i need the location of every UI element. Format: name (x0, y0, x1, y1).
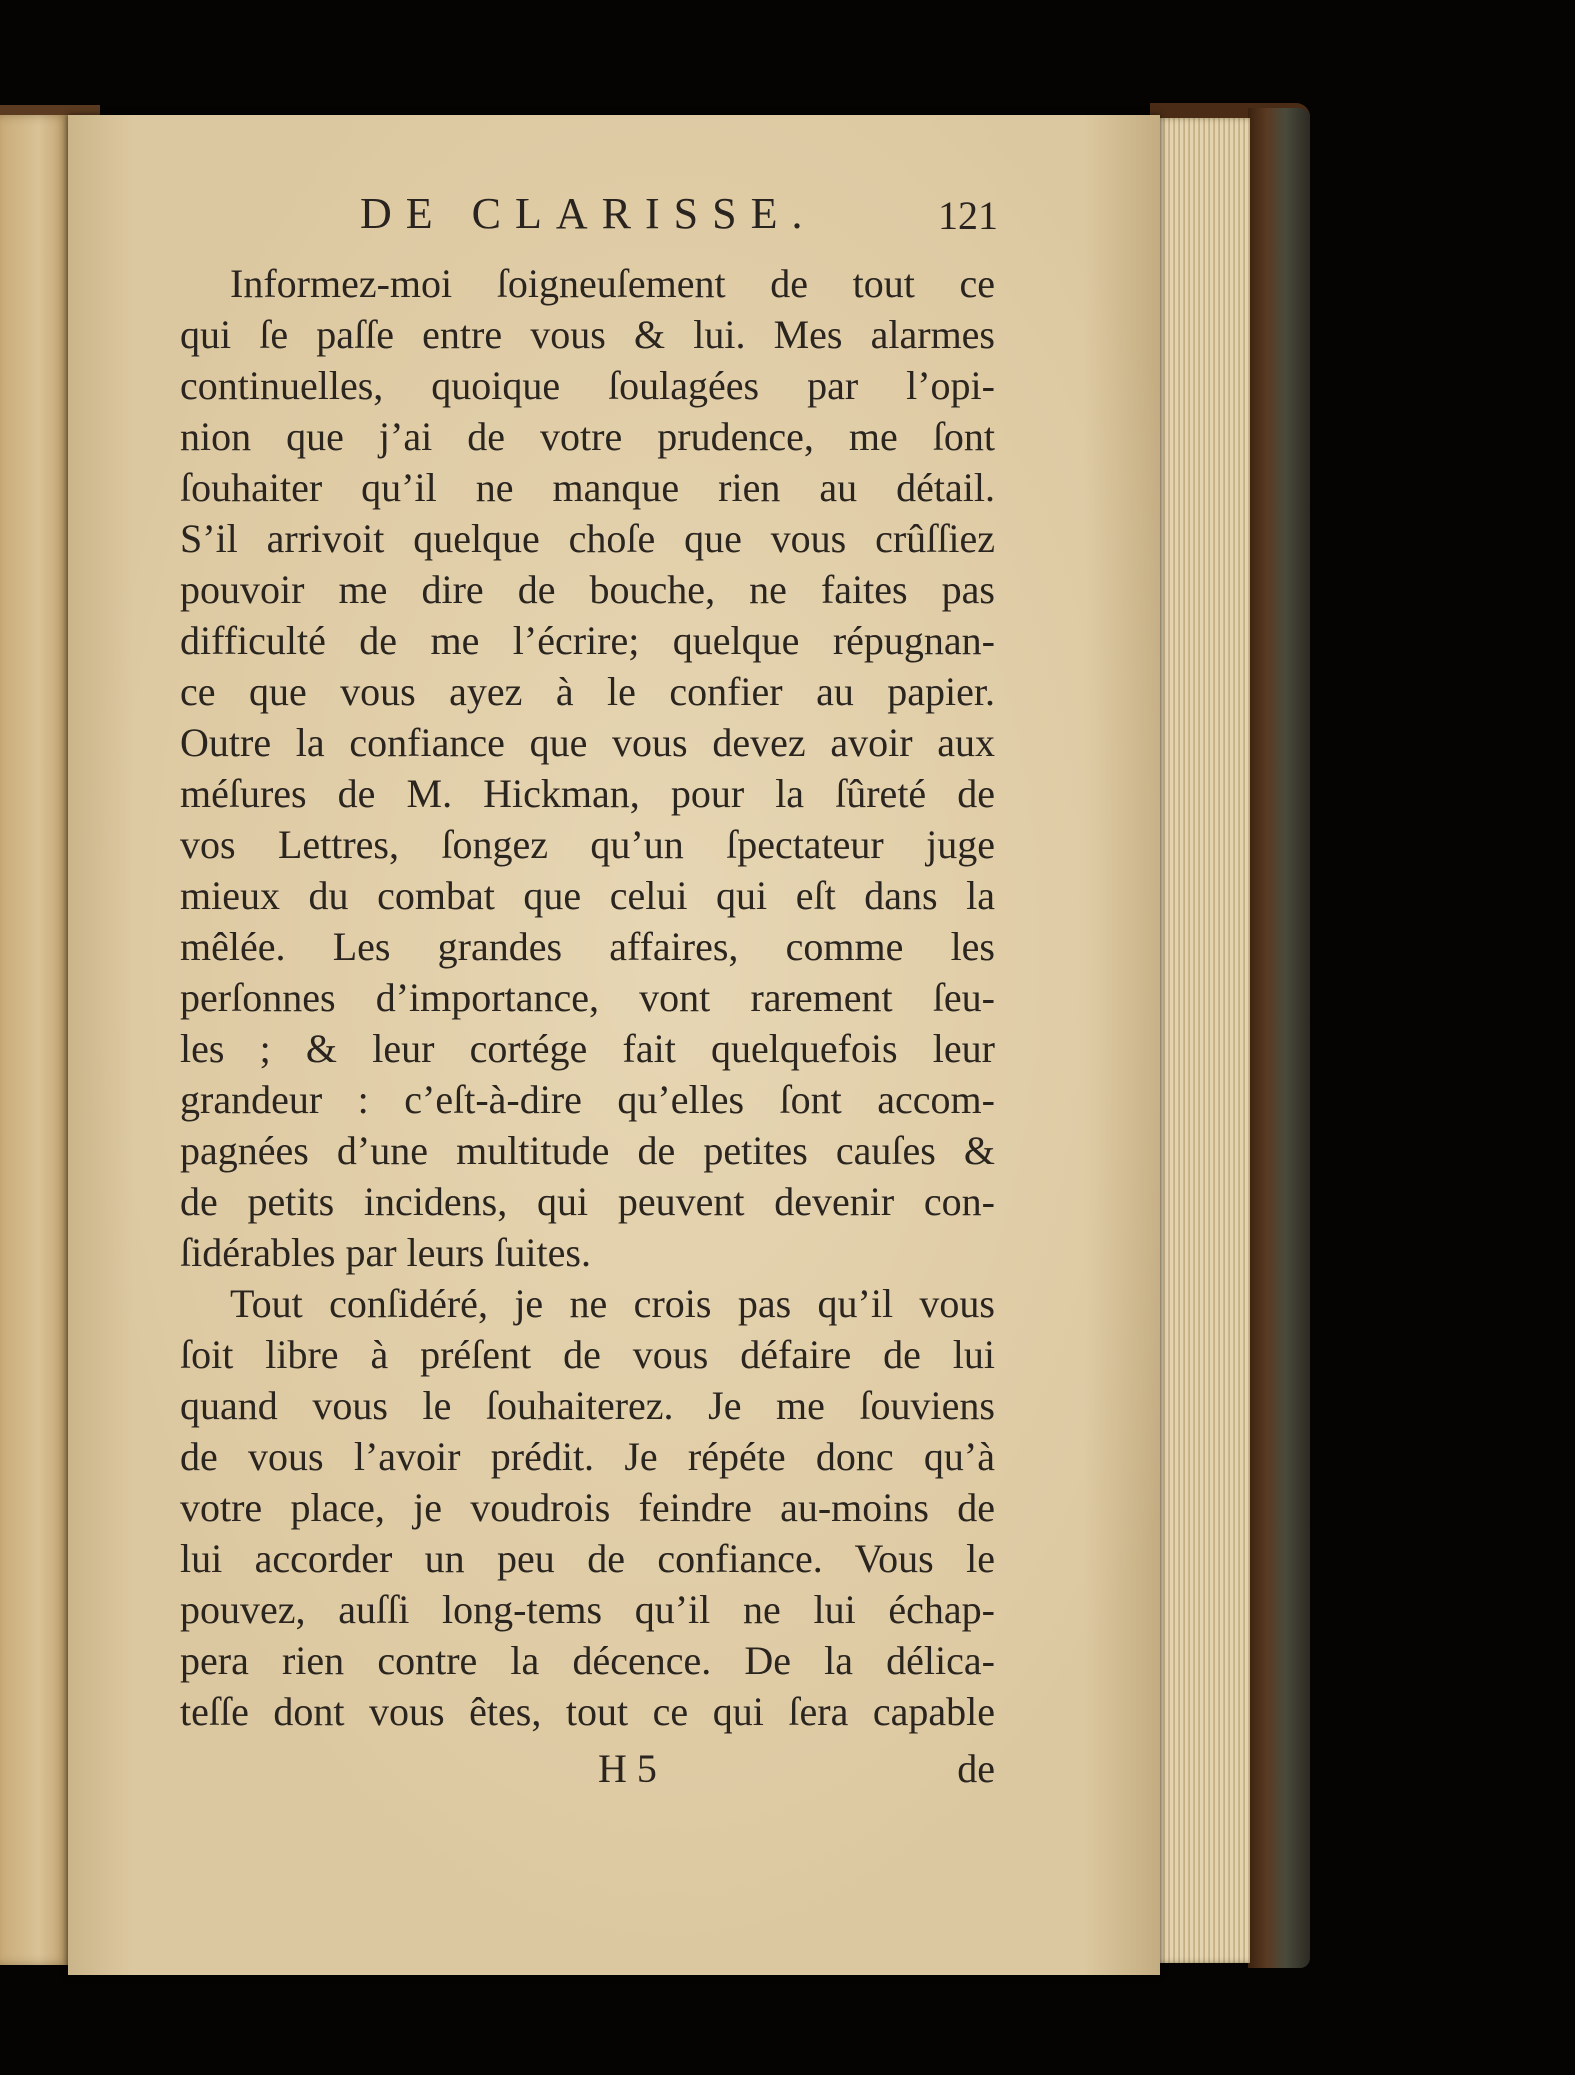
text-line: grandeur : c’eſt-à-dire qu’elles ſont accom- (180, 1077, 995, 1122)
text-line: Outre la confiance que vous devez avoir aux (180, 720, 995, 765)
text-line: ſoit libre à préſent de vous défaire de lui (180, 1332, 995, 1377)
text-line: nion que j’ai de votre prudence, me ſont (180, 414, 995, 459)
text-line: qui ſe paſſe entre vous & lui. Mes alarmes (180, 312, 995, 357)
text-line: de petits incidens, qui peuvent devenir con- (180, 1179, 995, 1224)
text-line: pouvoir me dire de bouche, ne faites pas (180, 567, 995, 612)
text-line: les ; & leur cortége fait quelquefois leur (180, 1026, 995, 1071)
text-line: teſſe dont vous êtes, tout ce qui ſera capable (180, 1689, 995, 1734)
text-line: mieux du combat que celui qui eſt dans la (180, 873, 995, 918)
text-line: perſonnes d’importance, vont rarement ſeu- (180, 975, 995, 1020)
text-line: ſouhaiter qu’il ne manque rien au détail. (180, 465, 995, 510)
page-stack-edge (1155, 118, 1250, 1963)
text-line: continuelles, quoique ſoulagées par l’opi- (180, 363, 995, 408)
text-line: vos Lettres, ſongez qu’un ſpectateur juge (180, 822, 995, 867)
text-line: pagnées d’une multitude de petites cauſes & (180, 1128, 995, 1173)
book-cover-edge (1248, 108, 1310, 1968)
catchword: de (957, 1746, 995, 1791)
text-line: lui accorder un peu de confiance. Vous le (180, 1536, 995, 1581)
text-line: Informez-moi ſoigneuſement de tout ce (230, 261, 995, 306)
text-line: mêlée. Les grandes affaires, comme les (180, 924, 995, 969)
text-line: de vous l’avoir prédit. Je répéte donc qu’à (180, 1434, 995, 1479)
text-line: difficulté de me l’écrire; quelque répugnan- (180, 618, 995, 663)
text-line: votre place, je voudrois feindre au-moins de (180, 1485, 995, 1530)
body-text (180, 258, 995, 1737)
text-line: S’il arrivoit quelque choſe que vous crûſſiez (180, 516, 995, 561)
running-head (340, 188, 1020, 248)
signature-mark: H 5 (598, 1746, 657, 1791)
text-line: quand vous le ſouhaiterez. Je me ſouviens (180, 1383, 995, 1428)
text-line: Tout conſidéré, je ne crois pas qu’il vous (230, 1281, 995, 1326)
text-line: ce que vous ayez à le confier au papier. (180, 669, 995, 714)
text-line: ſidérables par leurs ſuites. (180, 1230, 591, 1275)
left-page-edge (0, 115, 70, 1965)
page-number: 121 (938, 193, 998, 238)
text-line: pera rien contre la décence. De la délica- (180, 1638, 995, 1683)
text-line: méſures de M. Hickman, pour la ſûreté de (180, 771, 995, 816)
text-line: pouvez, auſſi long-tems qu’il ne lui échap- (180, 1587, 995, 1632)
page-footer (180, 1745, 995, 1795)
running-head-title: DE CLARISSE. (360, 189, 817, 238)
